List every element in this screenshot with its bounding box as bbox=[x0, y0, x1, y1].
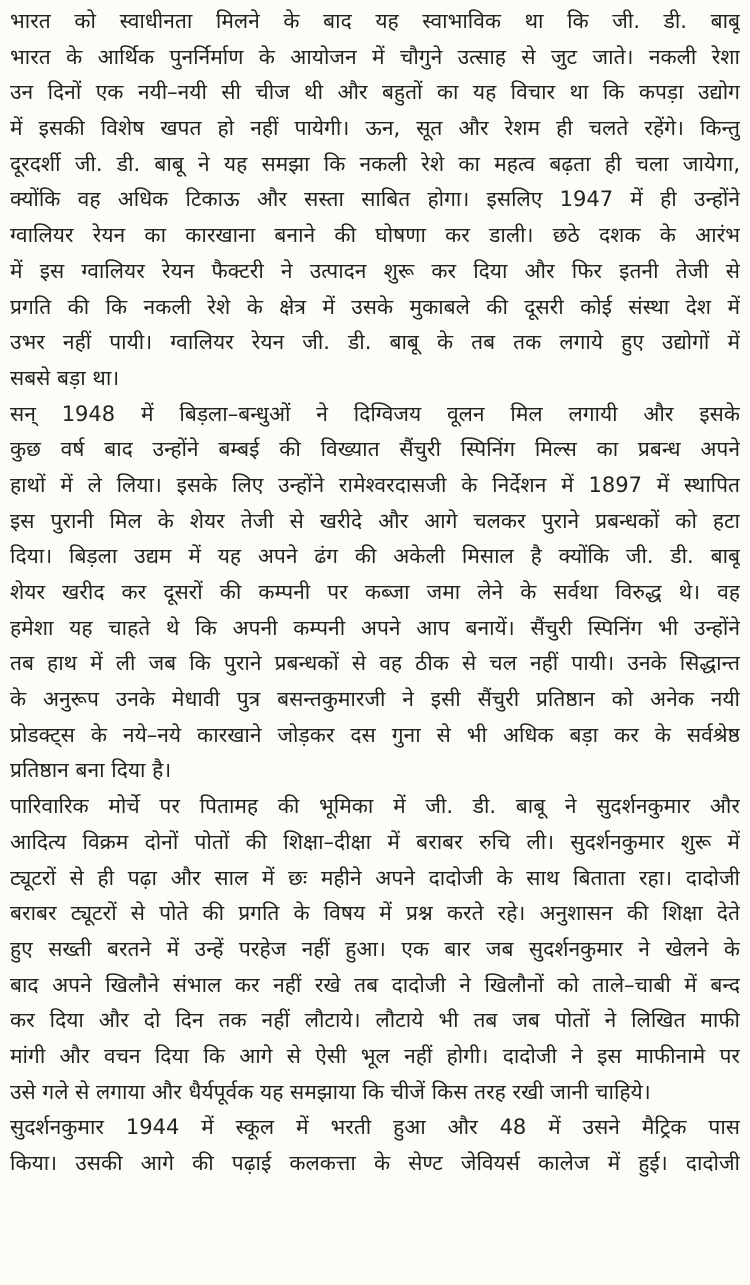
text-line: ग्वालियर रेयन का कारखाना बनाने की घोषणा कर डाली। छठे दशक के आरंभ bbox=[10, 223, 740, 248]
text-line: सुदर्शनकुमार 1944 में स्कूल में भरती हुआ और 48 में उसने मैट्रिक पास bbox=[10, 1115, 740, 1140]
text-line: बाद अपने खिलौने संभाल कर नहीं रखे तब दादोजी ने खिलौनों को ताले–चाबी में बन्द bbox=[10, 972, 740, 997]
text-line: बराबर ट्यूटरों से पोते की प्रगति के विषय में प्रश्न करते रहे। अनुशासन की शिक्षा देते bbox=[10, 901, 740, 926]
text-line: हमेशा यह चाहते थे कि अपनी कम्पनी अपने आप बनायें। सैंचुरी स्पिनिंग भी उन्होंने bbox=[10, 615, 740, 640]
text-line: कुछ वर्ष बाद उन्होंने बम्बई की विख्यात सैंचुरी स्पिनिंग मिल्स का प्रबन्ध अपने bbox=[10, 437, 740, 462]
text-line: भारत को स्वाधीनता मिलने के बाद यह स्वाभाविक था कि जी. डी. बाबू bbox=[10, 9, 740, 33]
text-line: में इसकी विशेष खपत हो नहीं पायेगी। ऊन, सूत और रेशम ही चलते रहेंगे। किन्तु bbox=[10, 116, 740, 141]
text-line: उन दिनों एक नयी–नयी सी चीज थी और बहुतों का यह विचार था कि कपड़ा उद्योग bbox=[10, 80, 740, 105]
text-line: में इस ग्वालियर रेयन फैक्टरी ने उत्पादन शुरू कर दिया और फिर इतनी तेजी से bbox=[10, 258, 740, 283]
text-line: पारिवारिक मोर्चे पर पितामह की भूमिका में जी. डी. बाबू ने सुदर्शनकुमार और bbox=[10, 794, 740, 819]
text-line: प्रतिष्ठान बना दिया है। bbox=[10, 758, 172, 783]
text-line: दूरदर्शी जी. डी. बाबू ने यह समझा कि नकली रेशे का महत्व बढ़ता ही चला जायेगा, bbox=[10, 151, 740, 176]
text-line: प्रगति की कि नकली रेशे के क्षेत्र में उसके मुकाबले की दूसरी कोई संस्था देश में bbox=[10, 294, 740, 319]
text-line: आदित्य विक्रम दोनों पोतों की शिक्षा–दीक्षा में बराबर रुचि ली। सुदर्शनकुमार शुरू में bbox=[10, 829, 740, 854]
text-line: दिया। बिड़ला उद्यम में यह अपने ढंग की अकेली मिसाल है क्योंकि जी. डी. बाबू bbox=[10, 544, 740, 569]
text-line: किया। उसकी आगे की पढ़ाई कलकत्ता के सेण्ट जेवियर्स कालेज में हुई। दादोजी bbox=[10, 1151, 740, 1175]
text-line: क्योंकि वह अधिक टिकाऊ और सस्ता साबित होगा। इसलिए 1947 में ही उन्होंने bbox=[10, 187, 740, 212]
text-line: सबसे बड़ा था। bbox=[10, 365, 120, 390]
paragraph-1 bbox=[10, 4, 740, 397]
text-line: सन् 1948 में बिड़ला–बन्धुओं ने दिग्विजय वूलन मिल लगायी और इसके bbox=[10, 401, 740, 426]
text-line: शेयर खरीद कर दूसरों की कम्पनी पर कब्जा जमा लेने के सर्वथा विरुद्ध थे। वह bbox=[10, 580, 740, 604]
paragraph-2 bbox=[10, 397, 740, 790]
paragraph-4 bbox=[10, 1110, 740, 1181]
text-line: ट्यूटरों से ही पढ़ा और साल में छः महीने अपने दादोजी के साथ बिताता रहा। दादोजी bbox=[10, 865, 740, 890]
text-line: मांगी और वचन दिया कि आगे से ऐसी भूल नहीं होगी। दादोजी ने इस माफीनामे पर bbox=[10, 1043, 740, 1068]
text-line: हाथों में ले लिया। इसके लिए उन्होंने रामेश्वरदासजी के निर्देशन में 1897 में स्थापित bbox=[10, 472, 740, 497]
text-line: इस पुरानी मिल के शेयर तेजी से खरीदे और आगे चलकर पुराने प्रबन्धकों को हटा bbox=[10, 508, 740, 533]
text-line: उभर नहीं पायी। ग्वालियर रेयन जी. डी. बाबू के तब तक लगाये हुए उद्योगों में bbox=[10, 330, 740, 355]
text-line: के अनुरूप उनके मेधावी पुत्र बसन्तकुमारजी ने इसी सैंचुरी प्रतिष्ठान को अनेक नयी bbox=[10, 687, 740, 712]
text-line: हुए सख्ती बरतने में उन्हें परहेज नहीं हुआ। एक बार जब सुदर्शनकुमार ने खेलने के bbox=[10, 936, 740, 961]
text-line: कर दिया और दो दिन तक नहीं लौटाये। लौटाये भी तब जब पोतों ने लिखित माफी bbox=[10, 1008, 740, 1033]
paragraph-3 bbox=[10, 789, 740, 1110]
text-line: भारत के आर्थिक पुनर्निर्माण के आयोजन में चौगुने उत्साह से जुट जाते। नकली रेशा bbox=[10, 44, 740, 69]
text-line: प्रोडक्ट्स के नये–नये कारखाने जोड़कर दस गुना से भी अधिक बड़ा कर के सर्वश्रेष्ठ bbox=[10, 722, 740, 747]
text-line: उसे गले से लगाया और धैर्यपूर्वक यह समझाया कि चीजें किस तरह रखी जानी चाहिये। bbox=[10, 1079, 651, 1104]
text-line: तब हाथ में ली जब कि पुराने प्रबन्धकों से वह ठीक से चल नहीं पायी। उनके सिद्धान्त bbox=[10, 651, 740, 676]
